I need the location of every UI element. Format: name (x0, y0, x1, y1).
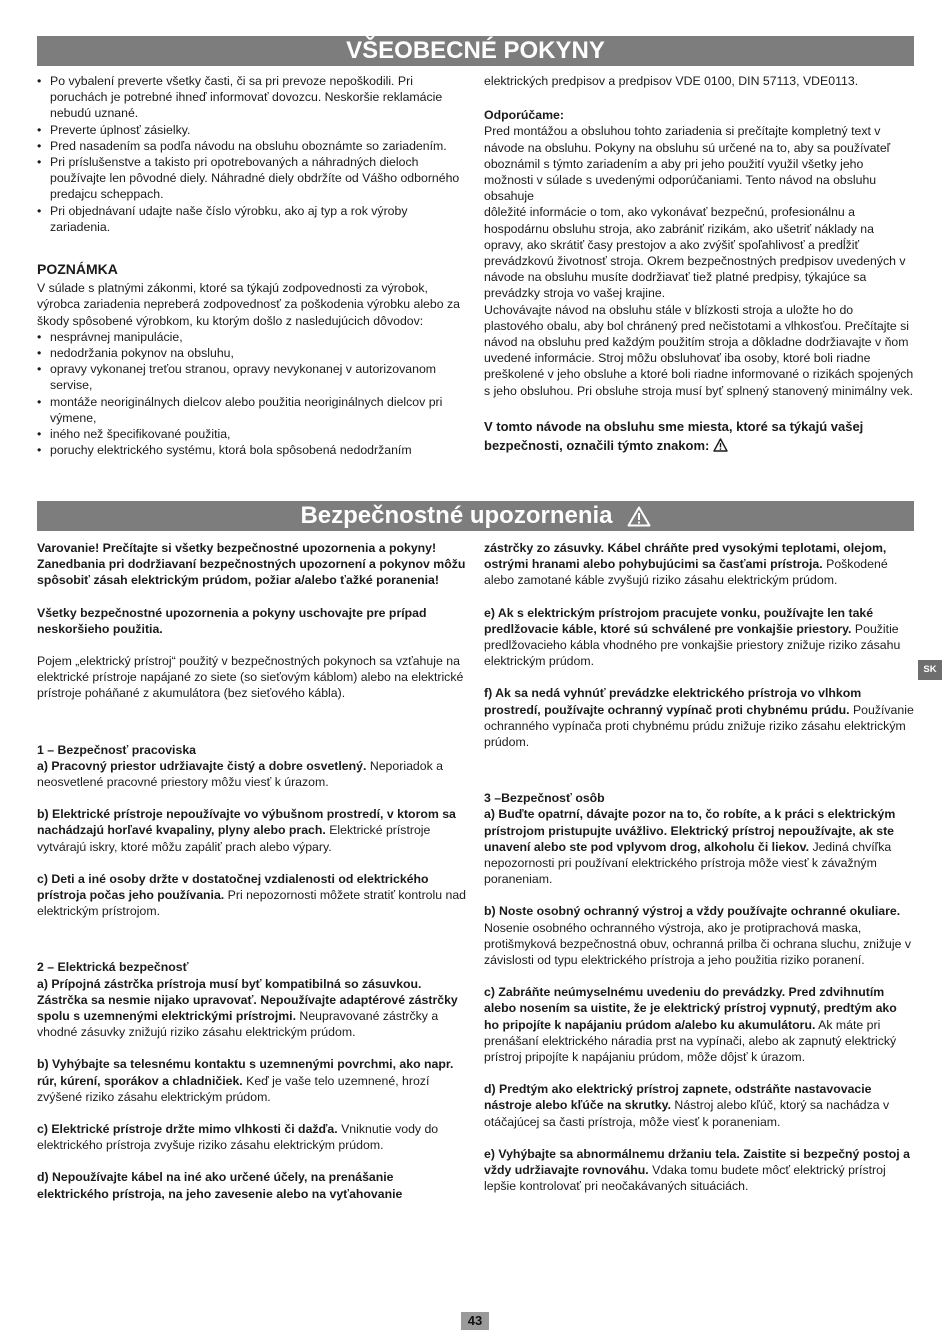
list-item: • iného než špecifikované použitia, (37, 426, 467, 442)
note-intro: V súlade s platnými zákonmi, ktoré sa týkajú zodpovednosti za výrobok, výrobca zariadenia nepreberá zodpovednosť za poškodenia výrobku alebo za škody spôsobené výrobkom, ku ktorým došlo z nasledujúcich dôvodov: (37, 281, 460, 328)
column-general-right (484, 73, 914, 455)
rule-bold: a) Prípojná zástrčka prístroja musí byť kompatibilná so zásuvkou. Zástrčka sa nesmie nijako upravovať. Nepoužívajte adaptérové zástrčky spolu s uzemnenými elektrickými prístrojmi. (37, 976, 458, 1024)
language-tab: SK (918, 660, 942, 680)
rule-bold: e) Vyhýbajte sa abnormálnemu držaniu tela. Zaistite si bezpečný postoj a vždy udržiavajte rovnováhu. (484, 1146, 910, 1178)
rule-bold: a) Buďte opatrní, dávajte pozor na to, čo robíte, a k práci s elektrickým prístrojom pristupujte uvážlivo. Elektrický prístroj nepoužívajte, ak ste unavení alebo ste pod vplyvom drog, alkoholu či liekov. (484, 807, 896, 854)
column-safety-right (484, 540, 914, 1195)
rule-3a (484, 806, 914, 887)
rule-2b (37, 1056, 467, 1105)
rule-bold: e) Ak s elektrickým prístrojom pracujete vonku, používajte len také predlžovacie káble, ktoré sú schválené pre vonkajšie priestory. (484, 605, 874, 636)
section-banner-general (37, 36, 914, 66)
rule-2d-continued (484, 540, 914, 589)
safety-mark-note (484, 417, 914, 455)
section-2-heading: 2 – Elektrická bezpečnosť (37, 960, 189, 975)
recommend-heading: Odporúčame: (484, 108, 564, 123)
section-1-heading: 1 – Bezpečnosť pracoviska (37, 742, 196, 757)
rule-text: Neupravované zástrčky a vhodné zásuvky znižujú riziko zásahu elektrickým prúdom. (37, 1009, 439, 1040)
rule-text: Keď je vaše telo uzemnené, hrozí zvýšené riziko zásahu elektrickým prúdom. (37, 1073, 430, 1104)
warning-triangle-icon (713, 438, 728, 452)
recommend-body-3: Uchovávajte návod na obsluhu stále v blízkosti stroja a uložte ho do plastového obalu, aby bol chránený pred nečistotami a vlhkosťou. Prečítajte si návod na obsluhu pred každým použitím stroja a dôkladne dodržiavajte v ňom uvedené informácie. Stroj môžu obsluhovať iba osoby, ktoré boli riadne preškolené v jeho obsluhe a ktoré boli riadne informované o rizikách spojených s jeho obsluhou. Pri obsluhe stroja musí byť splnený stanovený minimálny vek. (484, 302, 914, 398)
rule-text: Nástroj alebo kľúč, ktorý sa nachádza v otáčajúcej sa časti prístroja, môže viesť k poraneniam. (484, 1098, 890, 1129)
list-item: • Pri príslušenstve a takisto pri opotrebovaných a náhradných dieloch používajte len pôvodné diely. Náhradné diely obdržíte od Vášho odborného predajcu scheppach. (37, 154, 467, 203)
list-item: • Pred nasadením sa podľa návodu na obsluhu oboznámte so zariadením. (37, 138, 467, 154)
warning-triangle-icon (627, 506, 651, 527)
recommend-body: Pred montážou a obsluhou tohto zariadenia si prečítajte kompletný text v návode na obsluhu. Pokyny na obsluhu sú určené na to, aby sa používateľ oboznámil s týmto zariadením a aby pri jeho použití využil všetky jeho možnosti v súlade s uvedenými odporúčaniami. Tento návod na obsluhu obsahuje (484, 124, 891, 204)
note-heading: POZNÁMKA (37, 261, 118, 278)
keep-instructions: Všetky bezpečnostné upozornenia a pokyny uschovajte pre prípad neskoršieho použitia. (37, 605, 427, 636)
rule-bold: a) Pracovný priestor udržiavajte čistý a dobre osvetlený. (37, 758, 367, 773)
rule-2d: d) Nepoužívajte kábel na iné ako určené účely, na prenášanie elektrického prístroja, na jeho zavesenie alebo na vyťahovanie (37, 1170, 403, 1201)
rule-bold: c) Zabráňte neúmyselnému uvedeniu do prevádzky. Pred zdvihnutím alebo nosením sa uistite, že je elektrický prístroj vypnutý, predtým ako ho pripojíte k napájaniu prúdom a/alebo ku akumulátoru. (484, 985, 897, 1032)
safety-mark-text: V tomto návode na obsluhu sme miesta, ktoré sa týkajú vašej bezpečnosti, označili týmto znakom: (484, 418, 864, 453)
column-safety-left (37, 540, 467, 1202)
continued-text: elektrických predpisov a predpisov VDE 0100, DIN 57113, VDE0113. (484, 74, 859, 88)
rule-bold: c) Deti a iné osoby držte v dostatočnej vzdialenosti od elektrického prístroja počas jeho používania. (37, 871, 429, 903)
section-3-heading: 3 –Bezpečnosť osôb (484, 791, 605, 806)
list-item: • nedodržania pokynov na obsluhu, (37, 345, 467, 361)
banner-title: Bezpečnostné upozornenia (300, 502, 613, 529)
rule-text: Pri nepozornosti môžete stratiť kontrolu nad elektrickým prístrojom. (37, 888, 467, 919)
rule-text: Ak máte pri prenášaní elektrického náradia prst na vypínači, alebo ak zapnutý elektrický prístroj pripojíte k napájaniu prúdom, môže dôjsť k úrazom. (484, 1017, 897, 1065)
rule-3d (484, 1081, 914, 1130)
rule-text: Nosenie osobného ochranného výstroja, ako je protiprachová maska, protišmyková bezpečnostná obuv, ochranná prilba či ochrana sluchu, znižuje v závislosti od typu elektrického prístroja a jeho použitia riziko poranení. (484, 920, 911, 968)
list-item: • Po vybalení preverte všetky časti, či sa pri prevoze nepoškodili. Pri poruchách je potrebné ihneď informovať dovozcu. Neskoršie reklamácie nebudú uznané. (37, 73, 467, 122)
rule-3b (484, 903, 914, 968)
rule-text: Použitie predlžovacieho kábla vhodného pre vonkajšie priestory znižuje riziko zásahu elektrickým prúdom. (484, 621, 901, 669)
rule-text: Elektrické prístroje vytvárajú iskry, ktoré môžu zapáliť prach alebo výpary. (37, 823, 431, 854)
warning-paragraph: Varovanie! Prečítajte si všetky bezpečnostné upozornenia a pokyny! Zanedbania pri dodržiavaní bezpečnostných upozornení a pokynov môžu spôsobiť zásah elektrickým prúdom, požiar a/alebo ťažké poranenia! (37, 541, 466, 588)
term-definition: Pojem „elektrický prístroj“ použitý v bezpečnostných pokynoch sa vzťahuje na elektrické prístroje napájané zo siete (so sieťovým káblom) alebo na elektrické prístroje poháňané z akumulátora (bez sieťového kábla). (37, 654, 464, 701)
rule-bold: b) Vyhýbajte sa telesnému kontaktu s uzemnenými povrchmi, ako napr. rúr, kúrení, sporákov a chladničiek. (37, 1057, 454, 1088)
section-banner-safety (37, 501, 914, 531)
rule-text: Jediná chvíľka nepozornosti pri používaní elektrického prístroja môže viesť k závažným poraneniam. (484, 839, 892, 887)
rule-text: Používanie ochranného vypínača proti chybnému prúdu znižuje riziko zásahu elektrickým prúdom. (484, 702, 914, 750)
rule-text: Poškodené alebo zamotané káble zvyšujú riziko zásahu elektrickým prúdom. (484, 557, 888, 588)
rule-bold: b) Elektrické prístroje nepoužívajte vo výbušnom prostredí, v ktorom sa nachádzajú horľavé kvapaliny, plyny alebo prach. (37, 807, 456, 838)
list-item: • montáže neoriginálnych dielcov alebo použitia neoriginálnych dielcov pri výmene, (37, 394, 467, 426)
rule-text: Neporiadok a neosvetlené pracovné priestory môžu viesť k úrazom. (37, 758, 443, 790)
rule-1c (37, 871, 467, 920)
recommend-body-2: dôležité informácie o tom, ako vykonávať bezpečnú, profesionálnu a hospodárnu obsluhu stroja, ako zabrániť rizikám, ako ušetriť náklady na opravy, ako skrátiť časy prestojov a ako zvýšiť spoľahlivosť a predĺžiť prevádzkovú životnosť stroja. Okrem bezpečnostných predpisov uvedených v návode na obsluhu musíte dodržiavať tiež platné predpisy, týkajúce sa prevádzky stroja vo vašej krajine. (484, 205, 906, 301)
rule-bold: c) Elektrické prístroje držte mimo vlhkosti či dažďa. (37, 1122, 338, 1137)
list-item: • Preverte úplnosť zásielky. (37, 122, 467, 138)
rule-2f (484, 685, 914, 750)
page-number: 43 (461, 1312, 489, 1330)
list-item: • Pri objednávaní udajte naše číslo výrobku, ako aj typ a rok výroby zariadenia. (37, 203, 467, 235)
list-item: • poruchy elektrického systému, ktorá bola spôsobená nedodržaním (37, 442, 467, 458)
rule-bold: d) Predtým ako elektrický prístroj zapnete, odstráňte nastavovacie nástroje alebo kľúče na skrutky. (484, 1082, 872, 1113)
rule-text: Vdaka tomu budete môcť elektrický prístroj lepšie kontrolovať pri neočakávaných situáciách. (484, 1163, 886, 1194)
rule-1a (37, 758, 467, 790)
rule-2c (37, 1121, 467, 1153)
rule-bold: zástrčky zo zásuvky. Kábel chráňte pred vysokými teplotami, olejom, ostrými hranami alebo pohybujúcimi sa časťami prístroja. (484, 541, 887, 572)
rule-bold: b) Noste osobný ochranný výstroj a vždy používajte ochranné okuliare. (484, 904, 901, 919)
rule-3e (484, 1146, 914, 1195)
column-general-left (37, 73, 467, 458)
rule-2a (37, 976, 467, 1041)
general-bullet-list (37, 73, 467, 235)
rule-2e (484, 605, 914, 670)
list-item: • opravy vykonanej treťou stranou, opravy nevykonanej v autorizovanom servise, (37, 361, 467, 393)
rule-1b (37, 806, 467, 855)
note-list (37, 329, 467, 459)
rule-text: Vniknutie vody do elektrického prístroja zvyšuje riziko zásahu elektrickým prúdom. (37, 1122, 439, 1153)
rule-3c (484, 984, 914, 1065)
rule-bold: f) Ak sa nedá vyhnúť prevádzke elektrického prístroja vo vlhkom prostredí, používajte ochranný vypínač proti chybnému prúdu. (484, 686, 862, 717)
banner-title: VŠEOBECNÉ POKYNY (346, 37, 605, 64)
list-item: • nesprávnej manipulácie, (37, 329, 467, 345)
